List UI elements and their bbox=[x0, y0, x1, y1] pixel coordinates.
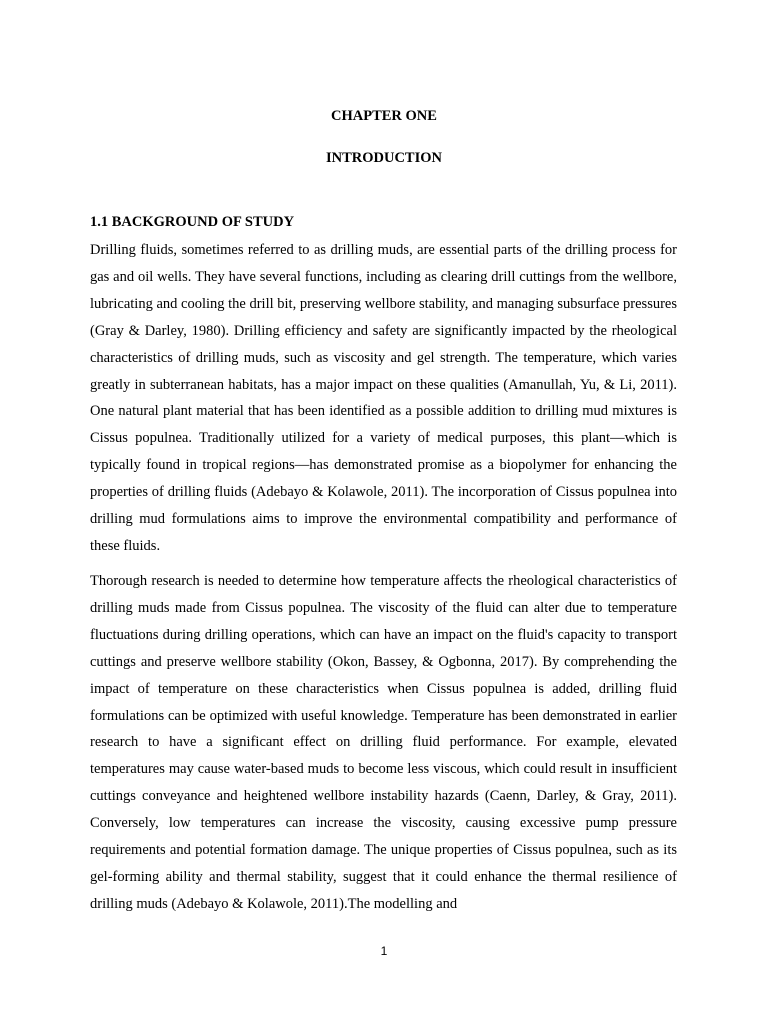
chapter-label: CHAPTER ONE bbox=[331, 108, 437, 124]
page-number: 1 bbox=[380, 944, 388, 958]
body-paragraph: Drilling fluids, sometimes referred to as drilling muds, are essential parts of the drilling process for gas and oil wells. They have several functions, including as clearing drill cuttings from the wellbore, lubricating and cooling the drill bit, preserving wellbore stability, and managing subsurface pressures (Gray & Darley, 1980). Drilling efficiency and safety are significantly impacted by the rheological characteristics of drilling muds, such as viscosity and gel strength. The temperature, which varies greatly in subterranean habitats, has a major impact on these qualities (Amanullah, Yu, & Li, 2011). One natural plant material that has been identified as a possible addition to drilling mud mixtures is Cissus populnea. Traditionally utilized for a variety of medical purposes, this plant—which is typically found in tropical regions—has demonstrated promise as a biopolymer for enhancing the properties of drilling fluids (Adebayo & Kolawole, 2011). The incorporation of Cissus populnea into drilling mud formulations aims to improve the environmental compatibility and performance of these fluids. bbox=[90, 242, 677, 554]
chapter-title: INTRODUCTION bbox=[325, 150, 442, 166]
section-heading: 1.1 BACKGROUND OF STUDY bbox=[90, 214, 295, 230]
body-paragraph: Thorough research is needed to determine how temperature affects the rheological characteristics of drilling muds made from Cissus populnea. The viscosity of the fluid can alter due to temperature fluctuations during drilling operations, which can have an impact on the fluid's capacity to transport cuttings and preserve wellbore stability (Okon, Bassey, & Ogbonna, 2017). By comprehending the impact of temperature on these characteristics when Cissus populnea is added, drilling fluid formulations can be optimized with useful knowledge. Temperature has been demonstrated in earlier research to have a significant effect on drilling fluid performance. For example, elevated temperatures may cause water-based muds to become less viscous, which could result in insufficient cuttings conveyance and heightened wellbore instability hazards (Caenn, Darley, & Gray, 2011). Conversely, low temperatures can increase the viscosity, causing excessive pump pressure requirements and potential formation damage. The unique properties of Cissus populnea, such as its gel-forming ability and thermal stability, suggest that it could enhance the thermal resilience of drilling muds (Adebayo & Kolawole, 2011).The modelling and bbox=[90, 573, 677, 912]
